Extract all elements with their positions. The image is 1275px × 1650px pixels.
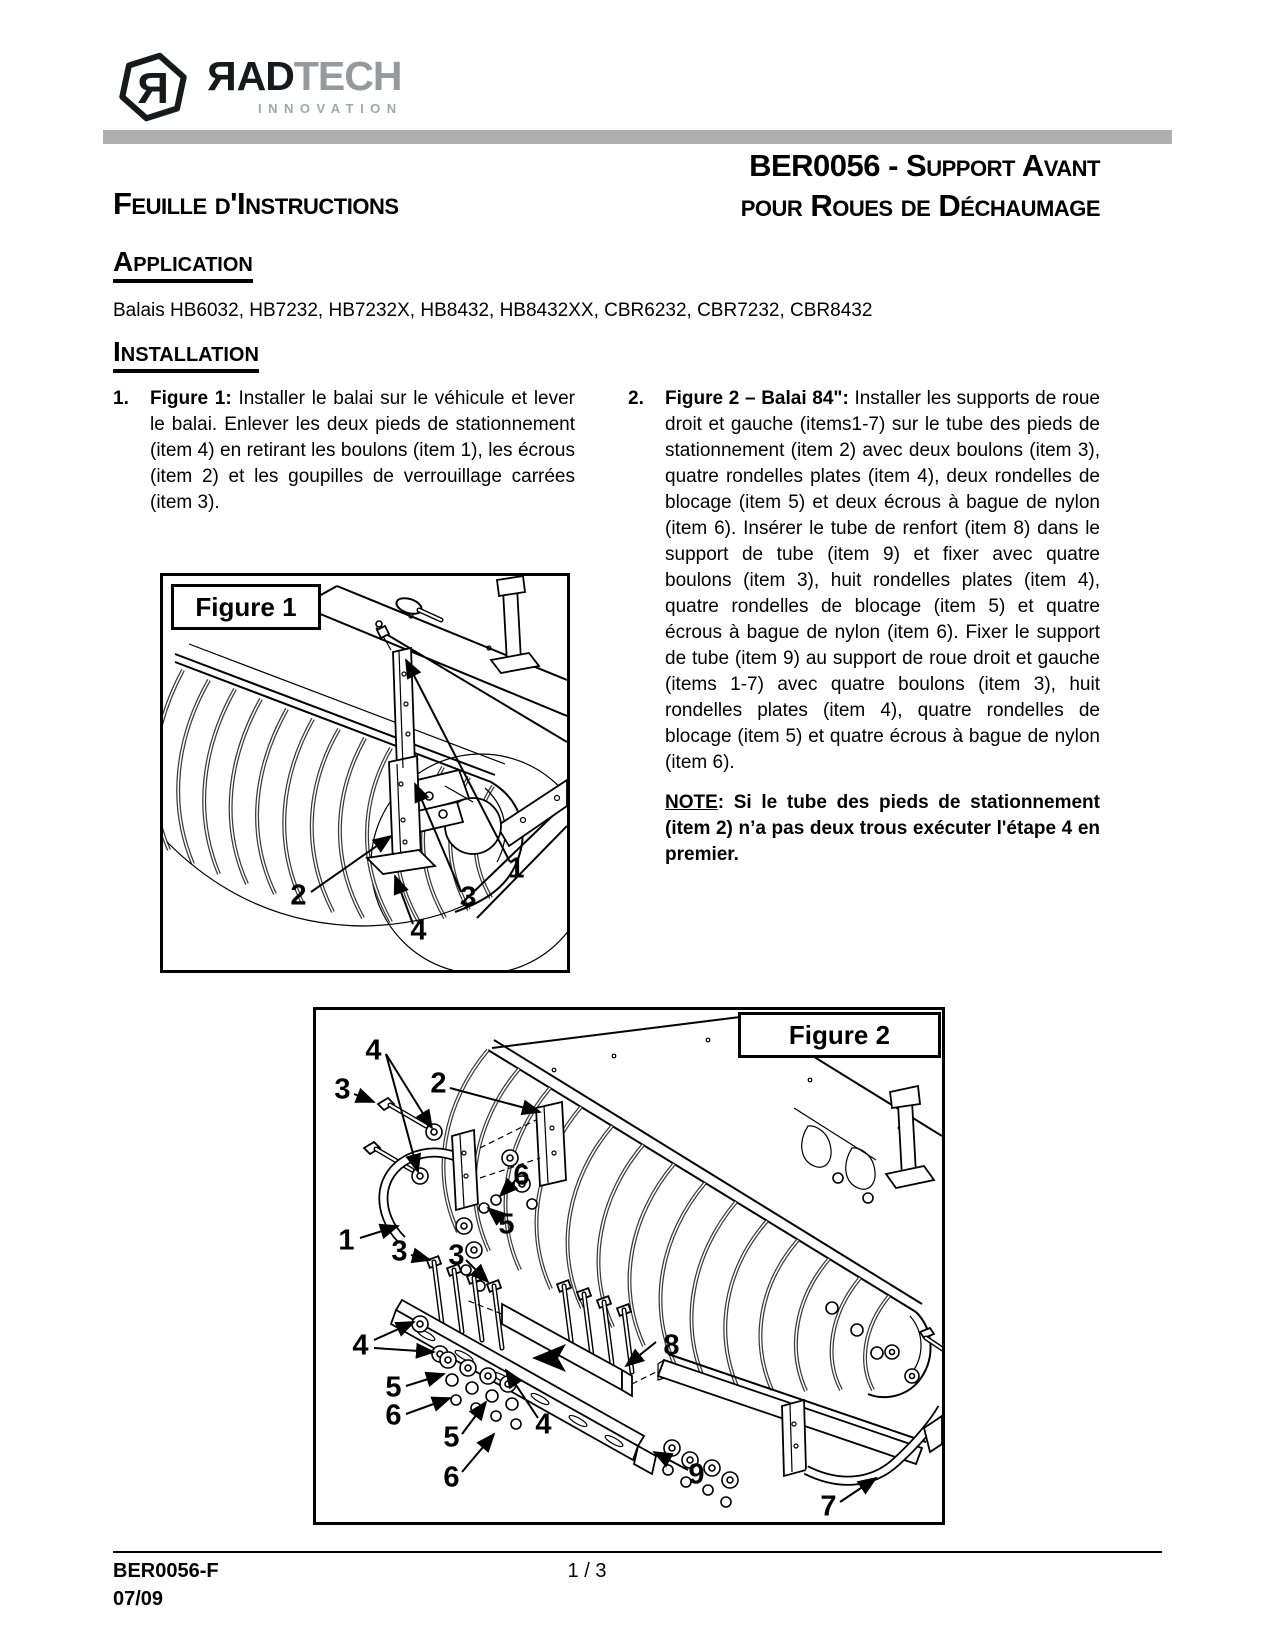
badge-letter: R — [137, 64, 169, 113]
radtech-logo — [113, 48, 533, 128]
figure-1-drawing — [163, 576, 567, 970]
footer-revision-date: 07/09 — [113, 1588, 164, 1610]
figure-callout-1: 1 — [338, 1224, 354, 1257]
figure-callout-1: 1 — [508, 852, 524, 885]
figure-callout-7: 7 — [820, 1490, 836, 1523]
figure-callout-2: 2 — [430, 1067, 446, 1100]
figure-2-drawing — [316, 1010, 942, 1522]
figure-callout-9: 9 — [688, 1458, 704, 1491]
figure-callout-4: 4 — [365, 1034, 381, 1067]
figure-callout-6: 6 — [513, 1159, 529, 1192]
figure-callout-3: 3 — [391, 1235, 407, 1268]
logo-letter-r: R — [208, 53, 237, 99]
logo-brand-dark: AD — [236, 53, 294, 99]
step-number: 1. — [113, 388, 129, 409]
footer-rule — [113, 1551, 1162, 1553]
figure-callout-2: 2 — [290, 879, 306, 912]
figure-callout-8: 8 — [663, 1329, 679, 1362]
figure-callout-3: 3 — [334, 1073, 350, 1106]
logo-wordmark — [208, 53, 403, 116]
installation-note — [628, 790, 1100, 868]
figure-callout-6: 6 — [385, 1399, 401, 1432]
figure-callout-3: 3 — [460, 881, 476, 914]
figure-callout-5: 5 — [498, 1208, 514, 1241]
figure-callout-5: 5 — [385, 1371, 401, 1404]
step-text: Figure 2 – Balai 84": Installer les supports de roue droit et gauche (items1-7) sur le tube des pieds de stationnement (item 2) avec deux boulons (item 3), quatre rondelles plates (item 4), deux rondelles de blocage (item 5) et deux écrous à bague de nylon (item 6). Insérer le tube de renfort (item 8) dans le support de tube (item 9) et fixer avec quatre boulons (item 3), huit rondelles plates (item 4), quatre rondelles de blocage (item 5) et quatre écrous à bague de nylon (item 6). Fixer le support de tube (item 9) au support de roue droit et gauche (items 1-7) avec quatre boulons (item 3), huit rondelles plates (item 4), quatre rondelles de blocage (item 5) et quatre écrous à bague de nylon (item 6). — [665, 388, 1100, 773]
product-title — [600, 146, 1100, 226]
radtech-badge-icon — [115, 50, 191, 126]
footer-page-number: 1 / 3 — [567, 1560, 607, 1582]
logo-tagline: INNOVATION — [258, 101, 403, 116]
figure-callout-5: 5 — [443, 1421, 459, 1454]
product-title-line1: BER0056 - Support Avant — [749, 148, 1100, 183]
application-heading: Application — [113, 246, 253, 283]
logo-brand-gray: TECH — [293, 53, 402, 99]
figure-callout-4: 4 — [535, 1408, 551, 1441]
header-divider-bar — [103, 130, 1172, 144]
installation-step-1 — [113, 386, 575, 516]
figure-callout-4: 4 — [410, 914, 426, 947]
application-body: Balais HB6032, HB7232, HB7232X, HB8432, HB8432XX, CBR6232, CBR7232, CBR8432 — [113, 300, 873, 321]
step-number: 2. — [628, 388, 644, 409]
document-title: Feuille d'Instructions — [113, 186, 399, 221]
product-title-line2: pour Roues de Déchaumage — [740, 188, 1100, 223]
figure-2 — [313, 1007, 945, 1525]
note-label: NOTE — [665, 792, 718, 813]
figure-callout-4: 4 — [352, 1329, 368, 1362]
step-text: Figure 1: Installer le balai sur le véhicule et lever le balai. Enlever les deux pieds de stationnement (item 4) en retirant les boulons (item 1), les écrous (item 2) et les goupilles de verrouillage carrées (item 3). — [150, 388, 576, 513]
footer-doc-number: BER0056-F — [113, 1560, 219, 1582]
installation-heading: Installation — [113, 336, 259, 373]
figure-callout-3: 3 — [448, 1239, 464, 1272]
figure-callout-6: 6 — [443, 1461, 459, 1494]
figure-1-caption: Figure 1 — [171, 584, 321, 630]
installation-step-2 — [628, 386, 1100, 868]
figure-1 — [160, 573, 570, 973]
note-text: : Si le tube des pieds de stationnement (item 2) n’a pas deux trous exécuter l'étape 4 en premier. — [665, 792, 1100, 865]
figure-2-caption: Figure 2 — [738, 1012, 941, 1058]
